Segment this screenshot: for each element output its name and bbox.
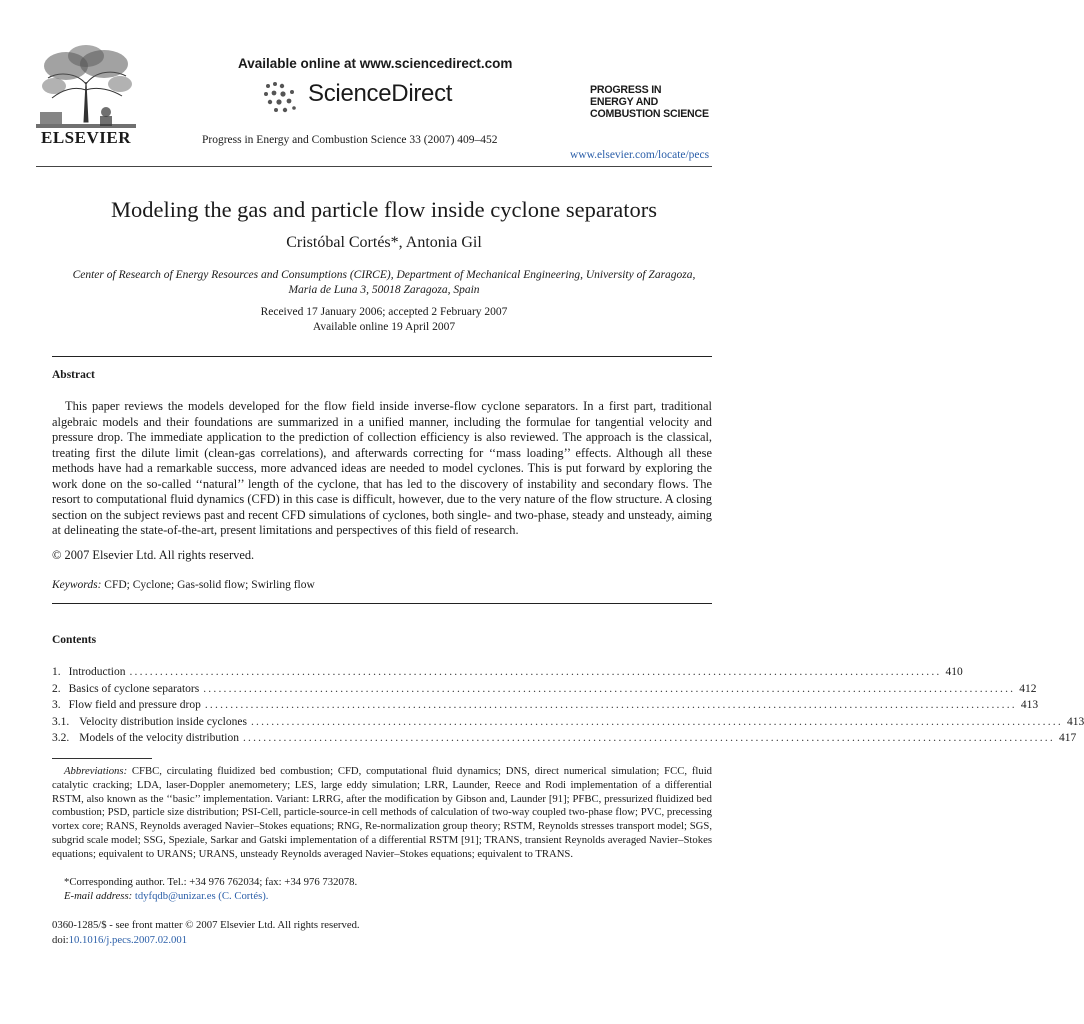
affiliation-line: Center of Research of Energy Resources and Consumptions (CIRCE), Department of Mechanical Engineering, University of Zaragoza, [72, 269, 696, 281]
journal-logo-line: PROGRESS IN [590, 84, 662, 96]
abstract-top-divider [52, 356, 712, 357]
toc-item[interactable] [52, 715, 1084, 733]
toc-label: Flow field and pressure drop [68, 699, 201, 711]
toc-number: 2. [52, 682, 61, 695]
elsevier-tree-icon [36, 42, 136, 128]
email-link[interactable]: tdyfqdb@unizar.es (C. Cortés). [134, 890, 269, 902]
toc-leader-dots: ................................................................................................................................................................ [203, 682, 1016, 695]
toc-page: 413 [1020, 699, 1039, 711]
header-divider [36, 166, 712, 167]
affiliation-line: Maria de Luna 3, 50018 Zaragoza, Spain [288, 284, 480, 296]
toc-item[interactable] [52, 732, 1077, 749]
toc-item[interactable] [52, 699, 1039, 716]
available-date: Available online 19 April 2007 [312, 321, 456, 333]
article-title: Modeling the gas and particle flow inside cyclone separators [110, 197, 658, 222]
issn-line: 0360-1285/$ - see front matter © 2007 Elsevier Ltd. All rights reserved. [52, 919, 360, 931]
contents-heading: Contents [52, 634, 97, 646]
toc-label: Models of the velocity distribution [79, 732, 239, 744]
toc-page: 413 [1066, 715, 1084, 728]
keywords-label: Keywords: [52, 579, 102, 591]
journal-logo-line: COMBUSTION SCIENCE [590, 108, 709, 120]
toc-item[interactable] [52, 666, 963, 683]
keywords-line [52, 579, 315, 591]
table-of-contents [52, 666, 1084, 749]
sciencedirect-dots-icon [262, 80, 306, 116]
toc-label: Velocity distribution inside cyclones [79, 715, 247, 728]
publisher-name: ELSEVIER [41, 128, 131, 147]
doi-line [52, 934, 187, 946]
received-date: Received 17 January 2006; accepted 2 February 2007 [260, 306, 508, 318]
abbreviations-text: CFBC, circulating fluidized bed combustion; CFD, computational fluid dynamics; DNS, direct numerical simulation; FCC, fluid catalytic cracking; LDA, laser-Doppler anemometery; LES, large eddy simulation; LRR, Launder, Reece and Rodi implementation of a differential RSTM, also known as the ‘‘basic’’ implementation. Variant: LRRG, after the modification by Gibson and, Launder [91]; PFBC, pressurized fluidized bed combustion; PSD, particle size distribution; PSI-Cell, particle-source-in cell methods of calculation of two-way coupled two-phase flow; PVC, precessing vortex core; RANS, Reynolds averaged Navier–Stokes equations; RNG, Re-normalization group theory; RSTM, Reynolds stresses transport model; SGS, subgrid scale model; SSG, Speziale, Sarkar and Gatski implementation of a differential RSTM [91]; TRANS, transient Reynolds averaged Navier–Stokes equations; equivalent to URANS; URANS, unsteady Reynolds averaged Navier–Stokes equations; equivalent to TRANS. [52, 765, 713, 860]
toc-number: 3.1. [52, 715, 70, 728]
toc-label: Introduction [68, 666, 126, 678]
toc-leader-dots: ................................................................................................................................................................ [129, 666, 942, 678]
available-online-line[interactable]: Available online at www.sciencedirect.com [238, 56, 513, 71]
abstract-bottom-divider [52, 603, 712, 604]
article-authors: Cristóbal Cortés*, Antonia Gil [286, 234, 482, 251]
sciencedirect-wordmark[interactable]: ScienceDirect [308, 80, 453, 107]
journal-logo [590, 84, 709, 120]
abstract-body: This paper reviews the models developed for the flow field inside inverse-flow cyclone separators. In a first part, traditional algebraic models and their foundations are summarized in a unified manner, including the formulae for tangential velocity and pressure drop. The immediate application to the prediction of collection efficiency is also reviewed. The approach is the classical, treating first the dilute limit (clean-gas correlations), and afterwards correcting for ‘‘mass loading’’ effects. Although all these methods have had a remarkable success, more advanced ideas are needed to model cyclones. This is put forward by exploring the work done on the so-called ‘‘natural’’ length of the cyclone, that has led to the discovery of instability and secondary flows. The resort to computational fluid dynamics (CFD) in this case is difficult, however, due to the very nature of the flow structure. A closing section on the subject reviews past and recent CFD simulations of cyclones, both single- and two-phase, steady and unsteady, aiming at delineating the state-of-the-art, present limitations and perspectives of this field of research. [52, 399, 712, 537]
toc-item[interactable] [52, 682, 1037, 700]
keywords-value: CFD; Cyclone; Gas-solid flow; Swirling flow [104, 579, 315, 591]
abstract-heading: Abstract [52, 369, 95, 381]
toc-page: 410 [945, 666, 963, 678]
toc-leader-dots: ................................................................................................................................................................ [204, 699, 1017, 711]
toc-number: 1. [52, 666, 61, 678]
journal-citation: Progress in Energy and Combustion Science 33 (2007) 409–452 [202, 134, 498, 146]
toc-leader-dots: ................................................................................................................................................................ [242, 732, 1055, 744]
toc-page: 412 [1019, 682, 1037, 695]
article-dates [0, 305, 768, 335]
journal-logo-line: ENERGY AND [590, 96, 659, 108]
email-line [64, 890, 268, 902]
footnote-rule [52, 758, 152, 759]
email-label: E-mail address: [64, 890, 133, 902]
author-affiliation [56, 268, 712, 298]
abstract-copyright: © 2007 Elsevier Ltd. All rights reserved. [52, 548, 255, 562]
abbreviations-label: Abbreviations: [64, 765, 128, 777]
toc-number: 3. [52, 699, 61, 711]
doi-link[interactable]: 10.1016/j.pecs.2007.02.001 [68, 934, 188, 946]
elsevier-logo [36, 42, 136, 150]
toc-page: 417 [1058, 732, 1077, 744]
toc-label: Basics of cyclone separators [68, 682, 200, 695]
abbreviations-footnote [52, 765, 712, 862]
corresponding-author: *Corresponding author. Tel.: +34 976 762034; fax: +34 976 732078. [64, 876, 358, 888]
toc-leader-dots: ................................................................................................................................................................ [250, 715, 1063, 728]
doi-label: doi: [52, 934, 69, 946]
toc-number: 3.2. [52, 732, 70, 744]
journal-url-link[interactable]: www.elsevier.com/locate/pecs [570, 149, 710, 161]
